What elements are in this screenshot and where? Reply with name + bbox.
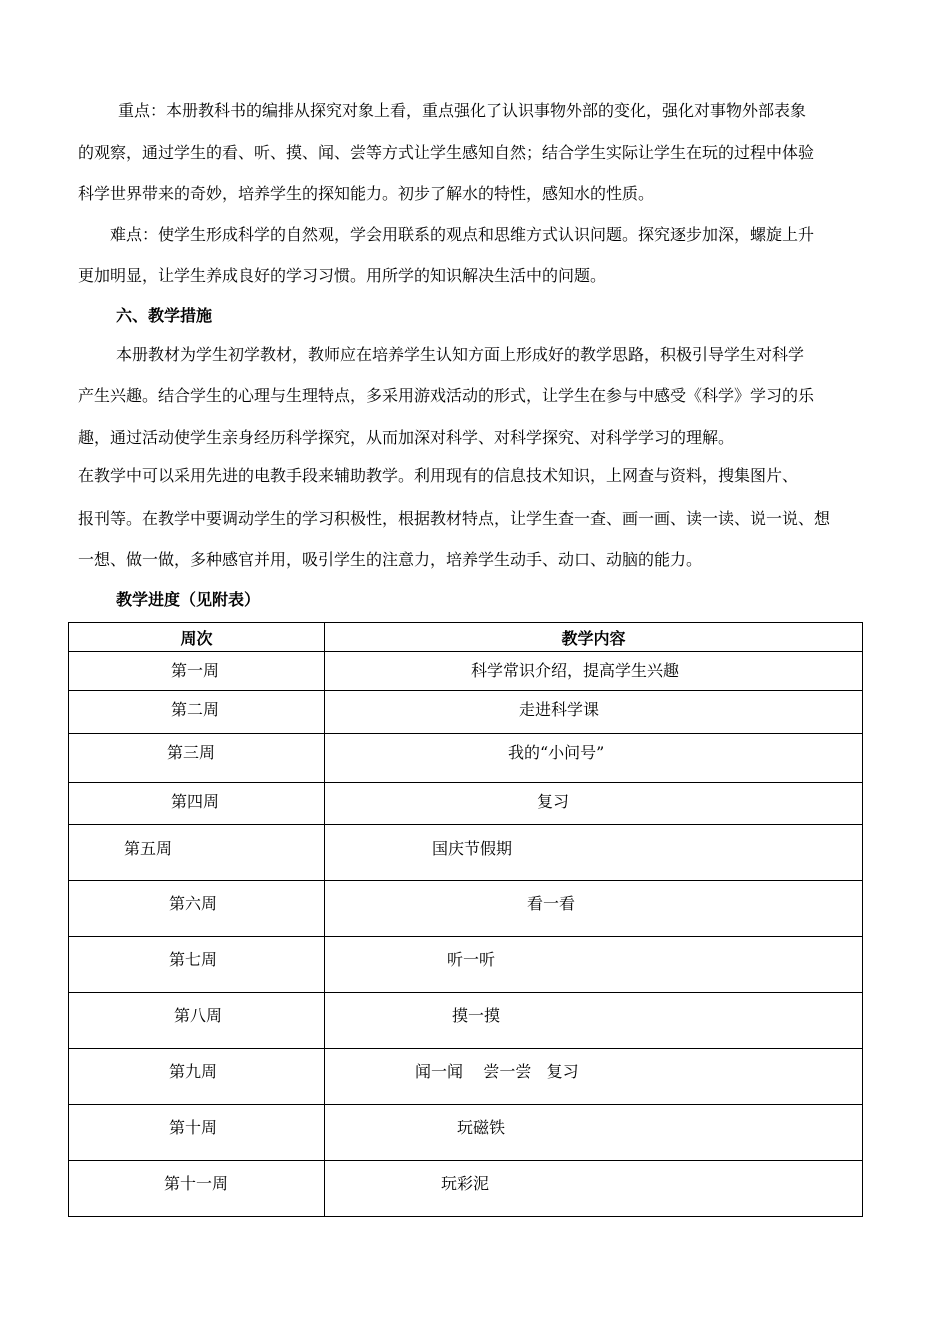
table-row bbox=[69, 937, 863, 993]
section-six-heading: 六、教学措施 bbox=[116, 306, 213, 325]
week-cell: 第二周 bbox=[171, 700, 220, 719]
week-cell: 第三周 bbox=[167, 743, 216, 762]
table-row bbox=[69, 691, 863, 734]
content-cell: 玩磁铁 bbox=[457, 1118, 506, 1137]
content-cell: 我的“小问号” bbox=[508, 743, 605, 762]
table-row bbox=[69, 734, 863, 783]
measures-line-3: 趣，通过活动使学生亲身经历科学探究，从而加深对科学、对科学探究、对科学学习的理解。 bbox=[78, 428, 735, 447]
table-row bbox=[69, 1161, 863, 1217]
content-cell: 玩彩泥 bbox=[441, 1174, 490, 1193]
week-cell: 第五周 bbox=[124, 839, 173, 858]
measures2-line-2: 报刊等。在教学中要调动学生的学习积极性，根据教材特点，让学生查一查、画一画、读一读、说一说、想 bbox=[78, 509, 831, 528]
table-row bbox=[69, 825, 863, 881]
difficulties-line-1: 难点：使学生形成科学的自然观，学会用联系的观点和思维方式认识问题。探究逐步加深，螺旋上升 bbox=[110, 225, 815, 244]
table-header-row bbox=[69, 623, 863, 652]
table-row bbox=[69, 652, 863, 691]
week-cell: 第一周 bbox=[171, 661, 220, 680]
measures2-line-1: 在教学中可以采用先进的电教手段来辅助教学。利用现有的信息技术知识，上网查与资料，搜集图片、 bbox=[78, 466, 799, 485]
content-cell: 摸一摸 bbox=[452, 1006, 501, 1025]
header-week: 周次 bbox=[69, 623, 325, 652]
table-row bbox=[69, 783, 863, 825]
content-cell: 科学常识介绍，提高学生兴趣 bbox=[471, 661, 680, 680]
schedule-table bbox=[68, 622, 863, 1217]
header-content: 教学内容 bbox=[325, 623, 863, 652]
measures-line-2: 产生兴趣。结合学生的心理与生理特点，多采用游戏活动的形式，让学生在参与中感受《科学》学习的乐 bbox=[78, 386, 815, 405]
content-cell: 走进科学课 bbox=[519, 700, 600, 719]
table-row bbox=[69, 993, 863, 1049]
measures-line-1: 本册教材为学生初学教材，教师应在培养学生认知方面上形成好的教学思路，积极引导学生对科学 bbox=[116, 345, 805, 364]
measures2-line-3: 一想、做一做，多种感官并用，吸引学生的注意力，培养学生动手、动口、动脑的能力。 bbox=[78, 550, 703, 569]
content-cell: 听一听 bbox=[447, 950, 496, 969]
table-row bbox=[69, 1105, 863, 1161]
difficulties-line-2: 更加明显，让学生养成良好的学习习惯。用所学的知识解决生活中的问题。 bbox=[78, 266, 607, 285]
week-cell: 第九周 bbox=[169, 1062, 218, 1081]
week-cell: 第十一周 bbox=[164, 1174, 229, 1193]
content-cell: 国庆节假期 bbox=[432, 839, 513, 858]
key-points-line-2: 的观察，通过学生的看、听、摸、闻、尝等方式让学生感知自然；结合学生实际让学生在玩的过程中体验 bbox=[78, 143, 815, 162]
schedule-heading: 教学进度（见附表） bbox=[116, 590, 261, 609]
table-row bbox=[69, 881, 863, 937]
key-points-line-1: 重点：本册教科书的编排从探究对象上看，重点强化了认识事物外部的变化，强化对事物外部表象 bbox=[118, 101, 807, 120]
week-cell: 第六周 bbox=[169, 894, 218, 913]
week-cell: 第八周 bbox=[174, 1006, 223, 1025]
week-cell: 第十周 bbox=[169, 1118, 218, 1137]
week-cell: 第七周 bbox=[169, 950, 218, 969]
content-cell: 看一看 bbox=[527, 894, 576, 913]
content-cell: 闻一闻 尝一尝 复习 bbox=[415, 1062, 579, 1081]
week-cell: 第四周 bbox=[171, 792, 220, 811]
table-row bbox=[69, 1049, 863, 1105]
key-points-line-3: 科学世界带来的奇妙，培养学生的探知能力。初步了解水的特性，感知水的性质。 bbox=[78, 184, 655, 203]
content-cell: 复习 bbox=[537, 792, 570, 811]
